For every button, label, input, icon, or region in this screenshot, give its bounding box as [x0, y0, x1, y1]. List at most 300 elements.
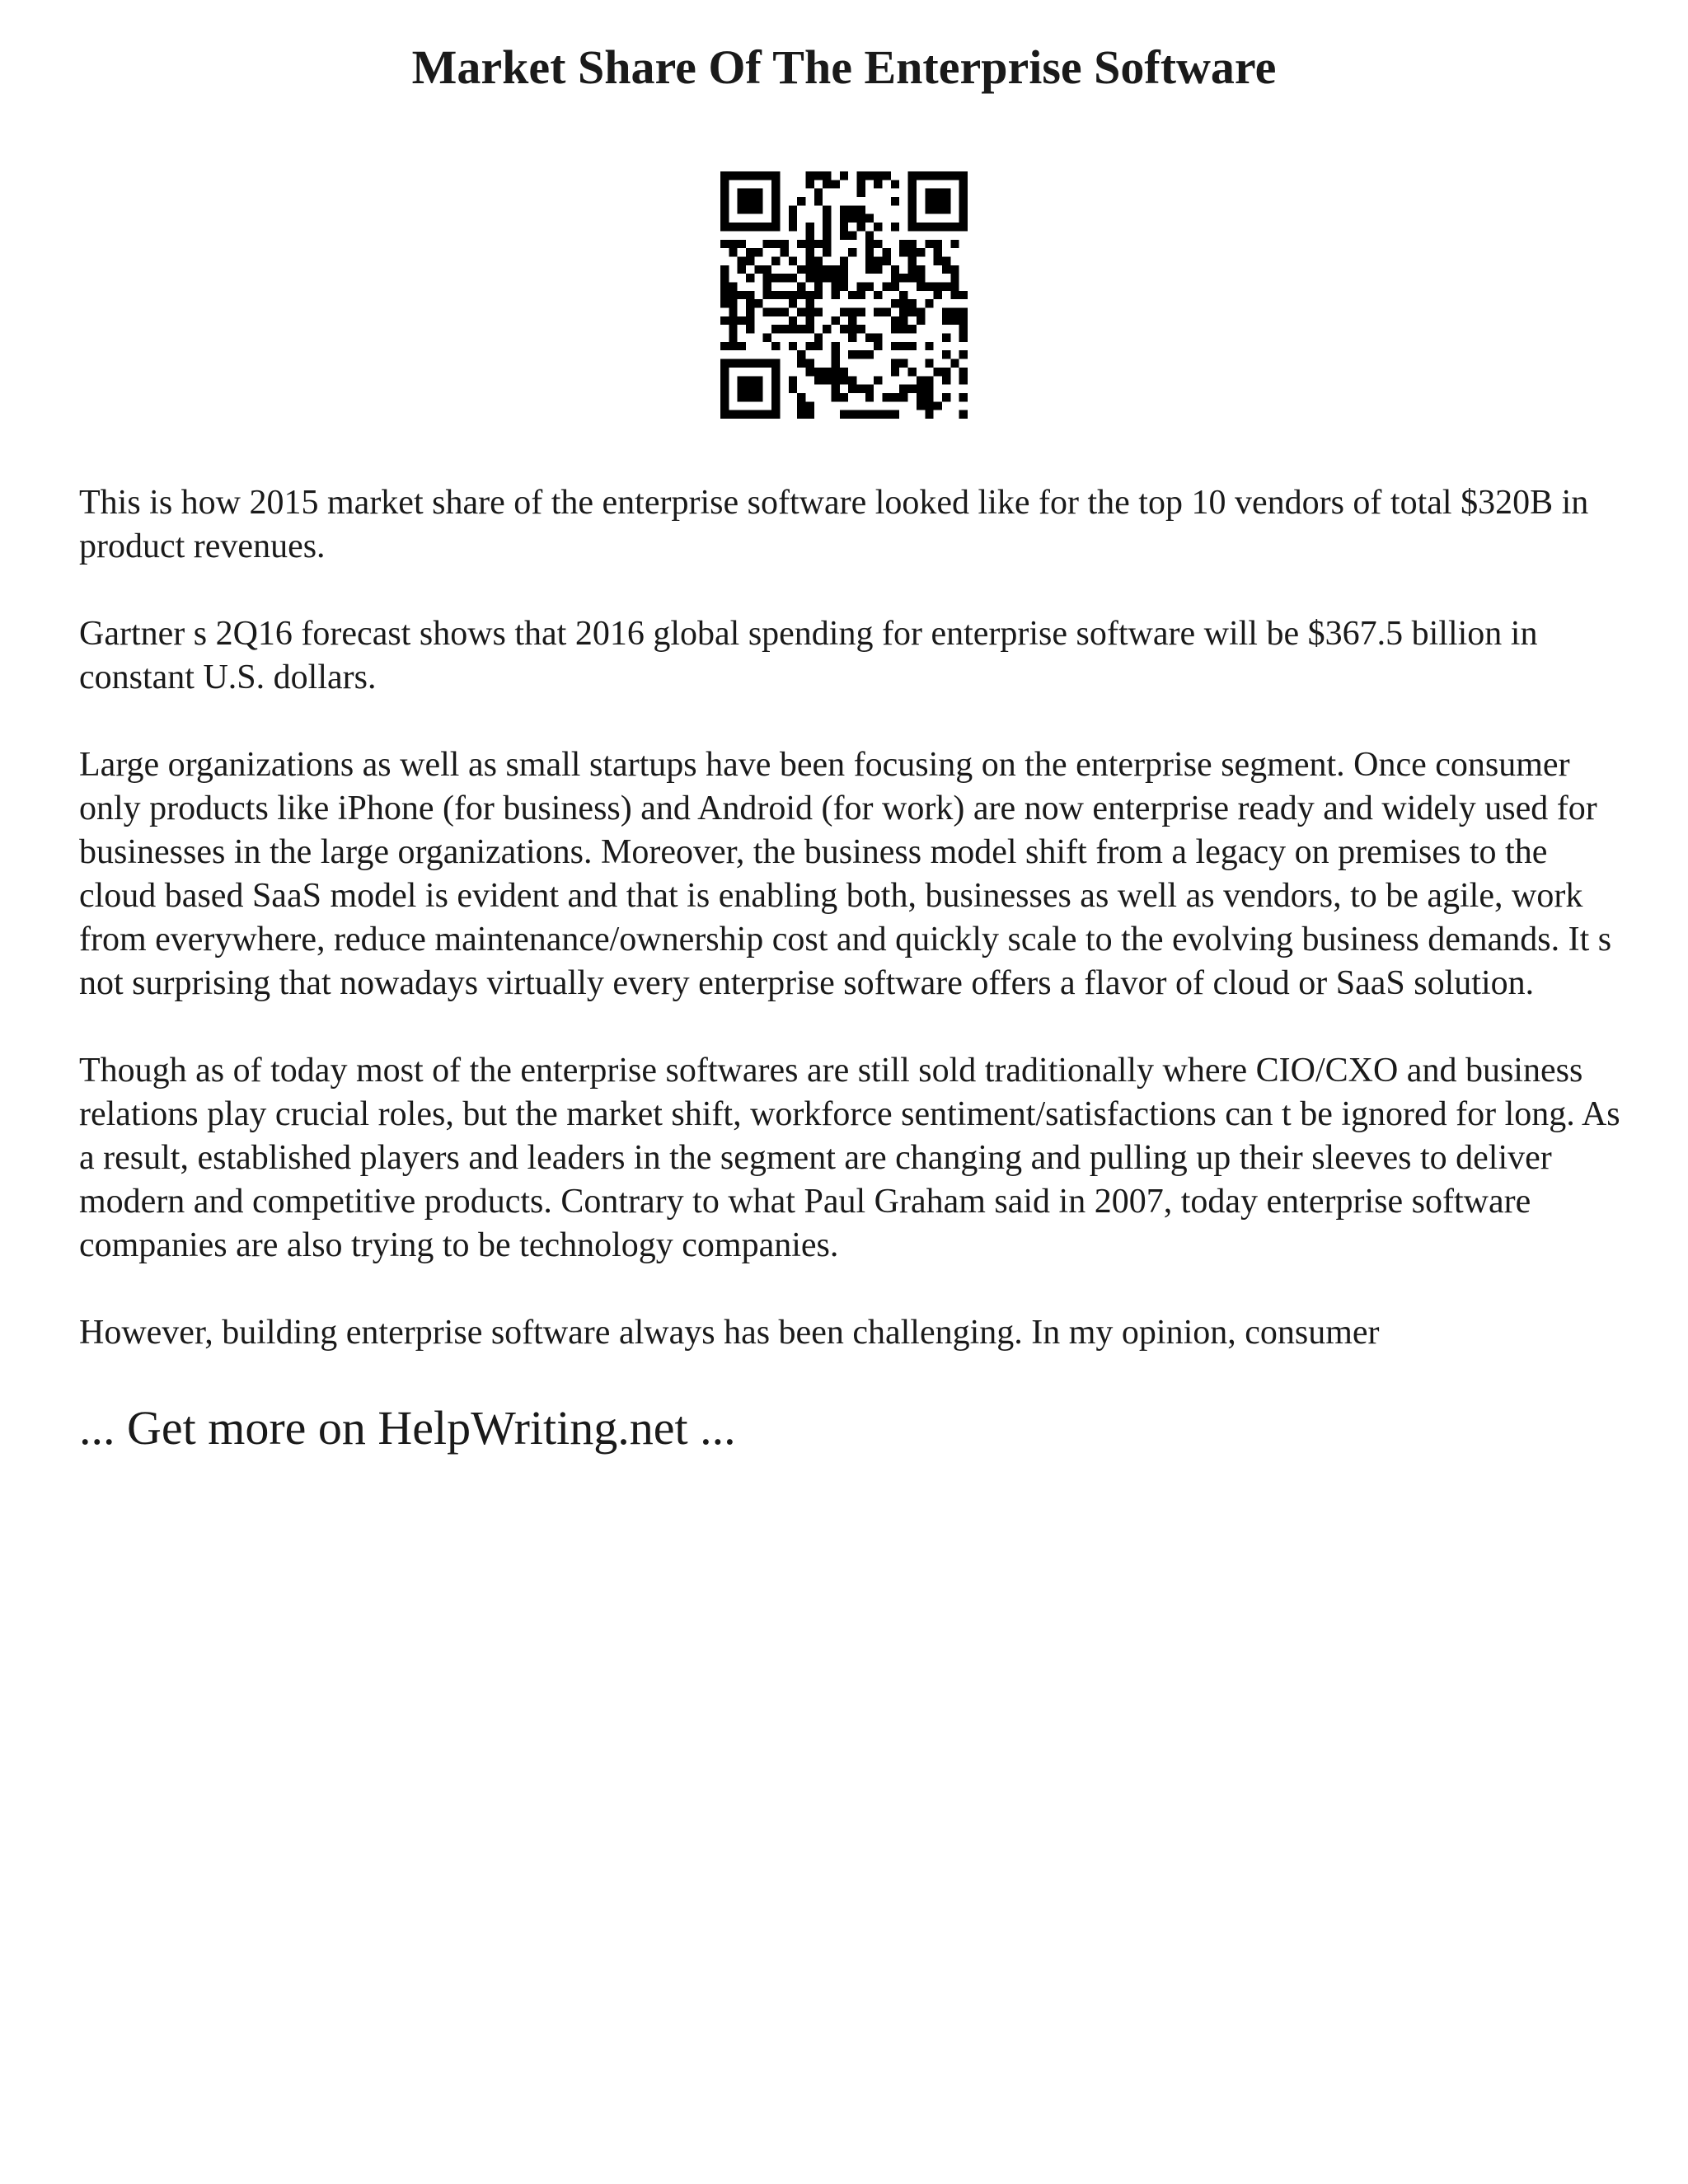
qr-module	[763, 334, 771, 342]
qr-module	[917, 376, 925, 384]
qr-module	[942, 223, 950, 231]
qr-module	[754, 393, 762, 401]
qr-module	[797, 350, 805, 359]
qr-module	[789, 376, 797, 384]
qr-module	[797, 393, 805, 401]
qr-module	[754, 205, 762, 213]
qr-module	[950, 274, 959, 282]
qr-module	[959, 368, 968, 376]
qr-module	[934, 189, 942, 197]
qr-module	[950, 265, 959, 274]
qr-module	[797, 282, 805, 290]
qr-module	[848, 325, 856, 333]
qr-module	[857, 325, 865, 333]
qr-module	[746, 325, 754, 333]
qr-module	[874, 376, 882, 384]
qr-module	[789, 223, 797, 231]
qr-module	[738, 171, 746, 180]
qr-module	[738, 223, 746, 231]
qr-module	[899, 316, 907, 325]
qr-module	[908, 385, 917, 393]
qr-module	[934, 401, 942, 410]
qr-module	[840, 274, 848, 282]
paragraph-2: Gartner s 2Q16 forecast shows that 2016 global spending for enterprise software will be $367.5 billion in constant U.S. dollars.	[79, 615, 1538, 696]
qr-module	[942, 316, 950, 325]
qr-module	[771, 256, 780, 265]
qr-module	[891, 393, 899, 401]
qr-module	[738, 291, 746, 299]
qr-module	[883, 171, 891, 180]
qr-module	[959, 291, 968, 299]
qr-module	[823, 214, 831, 223]
qr-module	[874, 308, 882, 316]
qr-module	[925, 401, 933, 410]
qr-module	[865, 385, 874, 393]
qr-module	[738, 316, 746, 325]
qr-module	[848, 214, 856, 223]
qr-module	[746, 308, 754, 316]
qr-module	[840, 325, 848, 333]
qr-module	[840, 282, 848, 290]
qr-module	[746, 248, 754, 256]
paragraph-5: However, building enterprise software always has been challenging. In my opinion, consumer	[79, 1314, 1380, 1352]
qr-module	[771, 325, 780, 333]
qr-module	[814, 265, 823, 274]
qr-module	[840, 214, 848, 223]
qr-module	[720, 401, 729, 410]
qr-module	[805, 410, 814, 419]
qr-module	[917, 223, 925, 231]
qr-module	[840, 171, 848, 180]
qr-module	[823, 240, 831, 248]
qr-module	[720, 299, 729, 307]
qr-module	[729, 299, 737, 307]
qr-module	[780, 291, 788, 299]
qr-module	[823, 376, 831, 384]
qr-module	[942, 308, 950, 316]
qr-module	[754, 265, 762, 274]
qr-module	[959, 180, 968, 188]
qr-module	[738, 205, 746, 213]
qr-module	[865, 171, 874, 180]
qr-module	[840, 376, 848, 384]
qr-module	[814, 291, 823, 299]
qr-module	[891, 265, 899, 274]
qr-module	[746, 274, 754, 282]
qr-module	[754, 197, 762, 205]
qr-module	[805, 231, 814, 239]
qr-module	[959, 316, 968, 325]
qr-module	[805, 240, 814, 248]
qr-module	[763, 282, 771, 290]
qr-module	[763, 308, 771, 316]
qr-module	[780, 274, 788, 282]
qr-module	[729, 316, 737, 325]
qr-module	[720, 214, 729, 223]
qr-module	[720, 342, 729, 350]
qr-module	[831, 350, 839, 359]
qr-module	[908, 223, 917, 231]
qr-module	[720, 359, 729, 368]
qr-module	[780, 308, 788, 316]
qr-module	[840, 223, 848, 231]
qr-module	[720, 189, 729, 197]
qr-module	[789, 291, 797, 299]
qr-module	[959, 223, 968, 231]
qr-module	[729, 359, 737, 368]
qr-module	[883, 393, 891, 401]
qr-module	[831, 274, 839, 282]
qr-module	[746, 205, 754, 213]
qr-module	[899, 291, 907, 299]
qr-module	[746, 376, 754, 384]
qr-module	[805, 299, 814, 307]
qr-module	[865, 248, 874, 256]
qr-module	[754, 248, 762, 256]
qr-module	[857, 282, 865, 290]
qr-module	[763, 359, 771, 368]
qr-module	[763, 171, 771, 180]
qr-module	[720, 368, 729, 376]
qr-module	[934, 205, 942, 213]
qr-module	[908, 308, 917, 316]
qr-module	[908, 256, 917, 265]
qr-module	[840, 231, 848, 239]
qr-module	[917, 316, 925, 325]
qr-module	[950, 291, 959, 299]
qr-module	[942, 197, 950, 205]
qr-module	[908, 274, 917, 282]
qr-module	[823, 171, 831, 180]
qr-module	[865, 282, 874, 290]
qr-module	[720, 265, 729, 274]
qr-module	[857, 291, 865, 299]
qr-module	[917, 248, 925, 256]
qr-module	[746, 189, 754, 197]
qr-module	[925, 359, 933, 368]
qr-module	[908, 325, 917, 333]
qr-module	[771, 291, 780, 299]
qr-module	[814, 334, 823, 342]
qr-module	[720, 385, 729, 393]
qr-module	[899, 308, 907, 316]
qr-module	[891, 342, 899, 350]
qr-module	[831, 385, 839, 393]
qr-module	[908, 265, 917, 274]
qr-module	[814, 256, 823, 265]
qr-module	[823, 325, 831, 333]
qr-module	[908, 180, 917, 188]
qr-module	[908, 189, 917, 197]
qr-module	[805, 308, 814, 316]
qr-module	[814, 240, 823, 248]
qr-module	[891, 368, 899, 376]
qr-module	[805, 248, 814, 256]
qr-module	[942, 205, 950, 213]
qr-module	[865, 214, 874, 223]
qr-module	[729, 282, 737, 290]
qr-module	[720, 240, 729, 248]
qr-module	[857, 350, 865, 359]
qr-module	[814, 368, 823, 376]
qr-module	[729, 342, 737, 350]
qr-module	[865, 231, 874, 239]
qr-module	[950, 171, 959, 180]
qr-module	[754, 359, 762, 368]
qr-module	[950, 308, 959, 316]
qr-module	[763, 265, 771, 274]
qr-module	[874, 265, 882, 274]
qr-module	[823, 223, 831, 231]
qr-module	[805, 223, 814, 231]
qr-module	[950, 282, 959, 290]
qr-module	[917, 274, 925, 282]
qr-module	[925, 197, 933, 205]
qr-module	[934, 223, 942, 231]
qr-module	[857, 223, 865, 231]
qr-module	[857, 171, 865, 180]
qr-module	[831, 368, 839, 376]
qr-module	[925, 171, 933, 180]
qr-module	[789, 299, 797, 307]
qr-module	[797, 291, 805, 299]
qr-module	[848, 316, 856, 325]
qr-module	[805, 368, 814, 376]
qr-module	[797, 197, 805, 205]
get-more-link[interactable]: ... Get more on HelpWriting.net ...	[79, 1401, 736, 1455]
qr-module	[771, 410, 780, 419]
qr-module	[729, 308, 737, 316]
qr-module	[729, 291, 737, 299]
qr-module	[780, 325, 788, 333]
qr-module	[738, 256, 746, 265]
qr-module	[840, 368, 848, 376]
qr-module	[908, 248, 917, 256]
qr-module	[738, 342, 746, 350]
qr-module	[865, 350, 874, 359]
qr-module	[874, 334, 882, 342]
qr-module	[797, 240, 805, 248]
qr-module	[950, 223, 959, 231]
qr-module	[729, 240, 737, 248]
qr-code-icon	[720, 171, 968, 419]
qr-module	[823, 265, 831, 274]
qr-module	[950, 316, 959, 325]
qr-module	[917, 171, 925, 180]
qr-module	[805, 256, 814, 265]
qr-module	[746, 299, 754, 307]
qr-module	[738, 385, 746, 393]
qr-module	[771, 401, 780, 410]
qr-module	[729, 248, 737, 256]
qr-module	[771, 180, 780, 188]
qr-module	[805, 401, 814, 410]
qr-module	[959, 189, 968, 197]
qr-module	[891, 197, 899, 205]
qr-module	[857, 214, 865, 223]
qr-module	[729, 325, 737, 333]
qr-module	[891, 282, 899, 290]
qr-module	[805, 274, 814, 282]
qr-module	[934, 248, 942, 256]
qr-module	[848, 376, 856, 384]
qr-module	[874, 180, 882, 188]
qr-module	[959, 325, 968, 333]
qr-module	[840, 256, 848, 265]
qr-module	[789, 214, 797, 223]
qr-module	[797, 359, 805, 368]
qr-module	[857, 385, 865, 393]
qr-module	[917, 401, 925, 410]
qr-module	[823, 274, 831, 282]
qr-module	[883, 248, 891, 256]
qr-module	[865, 256, 874, 265]
qr-module	[771, 240, 780, 248]
qr-module	[848, 231, 856, 239]
qr-module	[874, 171, 882, 180]
qr-module	[771, 342, 780, 350]
qr-module	[814, 342, 823, 350]
qr-module	[738, 410, 746, 419]
qr-module	[789, 274, 797, 282]
qr-module	[754, 410, 762, 419]
qr-module	[831, 316, 839, 325]
qr-module	[814, 274, 823, 282]
qr-module	[831, 342, 839, 350]
qr-module	[899, 299, 907, 307]
qr-module	[925, 393, 933, 401]
qr-module	[883, 282, 891, 290]
qr-module	[891, 410, 899, 419]
qr-module	[720, 197, 729, 205]
qr-module	[917, 308, 925, 316]
qr-module	[729, 334, 737, 342]
qr-module	[942, 376, 950, 384]
qr-module	[797, 401, 805, 410]
qr-module	[789, 342, 797, 350]
qr-module	[925, 376, 933, 384]
qr-module	[738, 189, 746, 197]
qr-module	[789, 205, 797, 213]
qr-module	[789, 256, 797, 265]
qr-module	[754, 189, 762, 197]
qr-module	[763, 223, 771, 231]
qr-module	[917, 282, 925, 290]
qr-module	[942, 171, 950, 180]
qr-module	[908, 171, 917, 180]
qr-module	[789, 385, 797, 393]
qr-module	[823, 231, 831, 239]
qr-module	[883, 308, 891, 316]
qr-module	[720, 316, 729, 325]
qr-module	[720, 282, 729, 290]
qr-module	[746, 256, 754, 265]
qr-module	[925, 205, 933, 213]
qr-module	[720, 223, 729, 231]
qr-module	[746, 316, 754, 325]
qr-module	[848, 291, 856, 299]
qr-module	[780, 240, 788, 248]
qr-module	[857, 189, 865, 197]
qr-module	[874, 410, 882, 419]
qr-module	[848, 350, 856, 359]
qr-module	[771, 274, 780, 282]
qr-module	[899, 393, 907, 401]
qr-module	[934, 291, 942, 299]
qr-module	[891, 359, 899, 368]
qr-module	[883, 256, 891, 265]
qr-module	[925, 385, 933, 393]
qr-module	[746, 385, 754, 393]
qr-module	[925, 223, 933, 231]
qr-module	[899, 385, 907, 393]
paragraph-3: Large organizations as well as small startups have been focusing on the enterprise segment. Once consumer only products like iPhone (for business) and Android (for work) are now enterprise ready and widely used for businesses in the large organizations. Moreover, the business model shift from a legacy on premises to the cloud based SaaS model is evident and that is enabling both, businesses as well as vendors, to be agile, work from everywhere, reduce maintenance/ownership cost and quickly scale to the evolving business demands. It s not surprising that nowadays virtually every enterprise software offers a flavor of cloud or SaaS solution.	[79, 746, 1612, 1002]
qr-module	[959, 197, 968, 205]
article-body	[79, 481, 1629, 1458]
qr-module	[840, 393, 848, 401]
qr-module	[959, 410, 968, 419]
qr-module	[754, 376, 762, 384]
qr-module	[814, 282, 823, 290]
qr-module	[917, 393, 925, 401]
qr-module	[959, 350, 968, 359]
qr-module	[746, 410, 754, 419]
qr-module	[746, 291, 754, 299]
qr-module	[917, 265, 925, 274]
paragraph-4: Though as of today most of the enterprise softwares are still sold traditionally where CIO/CXO and business relations play crucial roles, but the market shift, workforce sentiment/satisfactions can t be ignored for long. As a result, established players and leaders in the segment are changing and pulling up their sleeves to deliver modern and competitive products. Contrary to what Paul Graham said in 2007, today enterprise software companies are also trying to be technology companies.	[79, 1052, 1620, 1264]
qr-module	[738, 393, 746, 401]
qr-module	[805, 180, 814, 188]
qr-module	[848, 308, 856, 316]
qr-module	[874, 291, 882, 299]
qr-module	[805, 316, 814, 325]
qr-module	[720, 410, 729, 419]
qr-module	[720, 205, 729, 213]
qr-module	[771, 308, 780, 316]
qr-module	[814, 308, 823, 316]
qr-module	[823, 248, 831, 256]
qr-module	[848, 410, 856, 419]
qr-module	[771, 368, 780, 376]
qr-module	[754, 171, 762, 180]
qr-module	[934, 171, 942, 180]
qr-module	[754, 223, 762, 231]
qr-module	[840, 205, 848, 213]
qr-module	[823, 368, 831, 376]
qr-module	[865, 265, 874, 274]
qr-module	[797, 265, 805, 274]
qr-module	[831, 265, 839, 274]
qr-module	[959, 214, 968, 223]
qr-module	[771, 205, 780, 213]
qr-module	[857, 410, 865, 419]
qr-module	[738, 265, 746, 274]
qr-module	[789, 325, 797, 333]
qr-module	[771, 171, 780, 180]
qr-module	[934, 256, 942, 265]
qr-module	[746, 223, 754, 231]
page-title: Market Share Of The Enterprise Software	[411, 40, 1277, 94]
qr-module	[763, 274, 771, 282]
qr-module	[814, 171, 823, 180]
qr-module	[874, 256, 882, 265]
qr-module	[797, 325, 805, 333]
qr-module	[950, 359, 959, 368]
qr-module	[720, 180, 729, 188]
qr-module	[857, 308, 865, 316]
qr-module	[746, 171, 754, 180]
qr-module	[840, 410, 848, 419]
